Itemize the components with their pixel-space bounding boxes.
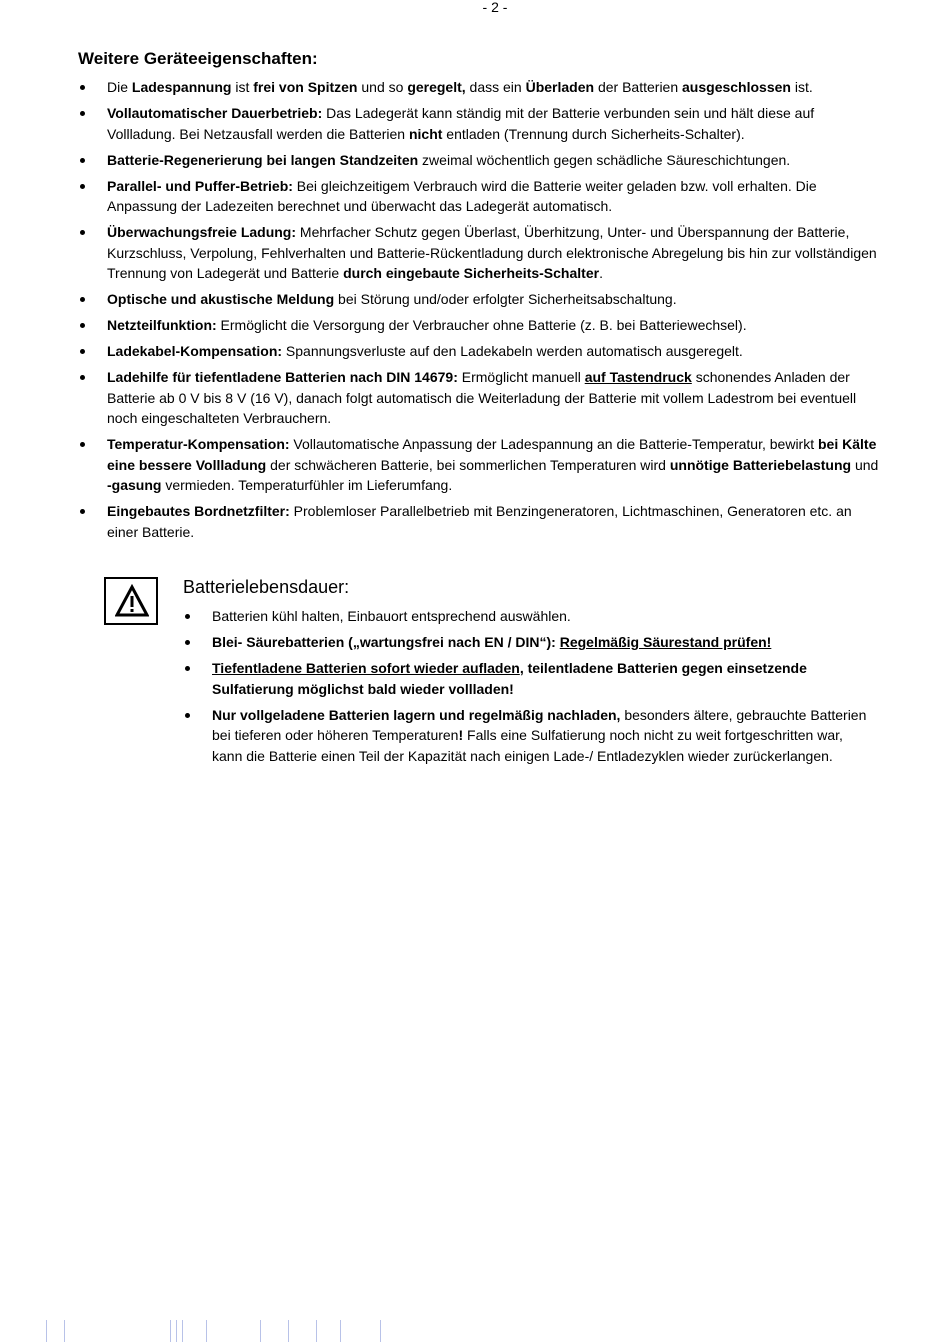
text-run: Ladekabel-Kompensation: — [107, 343, 283, 359]
text-run: bei Störung und/oder erfolgter Sicherheitsabschaltung. — [334, 291, 677, 307]
text-run: Ladehilfe für tiefentladene Batterien nach DIN 14679: — [107, 369, 458, 385]
warning-triangle-graphic — [115, 584, 149, 618]
text-run: nicht — [408, 125, 443, 142]
feature-item — [78, 77, 883, 98]
feature-item — [78, 222, 883, 284]
text-run: Bei gleichzeitigem Verbrauch wird die Batterie weiter geladen bzw. voll erhalten. Die Anpassung der Ladezeiten berechnet und überwacht das Ladegerät automatisch. — [107, 177, 817, 214]
text-run: Überladen — [525, 79, 595, 95]
feature-item — [78, 176, 883, 217]
battery-life-item — [183, 632, 873, 653]
text-run: der schwächeren Batterie, bei sommerlichen Temperaturen wird — [266, 456, 670, 473]
battery-life-item — [183, 606, 873, 627]
text-run: Vollautomatische Anpassung der Ladespannung an die Batterie-Temperatur, bewirkt — [289, 436, 818, 452]
text-run: schonendes Anladen der Batterie ab 0 V bis 8 V (16 V), danach folgt automatisch die Weiterladung der Batterie mit vollem Ladestrom bei eventuell noch eingeschalteten Verbrauchern. — [107, 369, 857, 426]
text-run: entladen (Trennung durch Sicherheits-Schalter). — [442, 125, 745, 142]
feature-item — [78, 289, 883, 310]
text-run: zweimal wöchentlich gegen schädliche Säureschichtungen. — [418, 151, 791, 168]
text-run: Batterie-Regenerierung bei langen Standzeiten — [107, 151, 419, 168]
text-run: . — [599, 265, 603, 281]
text-run: Überwachungsfreie Ladung: — [107, 224, 297, 240]
text-run: ! — [458, 727, 464, 743]
text-run: vermieden. Temperaturfühler im Lieferumfang. — [161, 477, 453, 493]
feature-item — [78, 150, 883, 171]
feature-item — [78, 367, 883, 429]
text-run: ist — [231, 79, 254, 95]
text-run: Regelmäßig Säurestand prüfen! — [559, 634, 772, 650]
text-run: Netzteilfunktion: — [107, 317, 217, 333]
text-run: Nur vollgeladene Batterien lagern und regelmäßig nachladen, — [212, 706, 621, 723]
feature-item — [78, 103, 883, 144]
text-run: durch eingebaute Sicherheits-Schalter — [343, 265, 600, 281]
text-run: Falls eine Sulfatierung noch nicht zu weit fortgeschritten war, kann die Batterie einen Teil der Kapazität nach einigen Lade-/ Entladezyklen wieder zurückerlangen. — [212, 727, 843, 764]
text-run: besonders ältere, gebrauchte Batterien bei tieferen oder höheren Temperaturen — [212, 706, 867, 743]
section-title: Weitere Geräteeigenschaften: — [78, 49, 318, 68]
text-run: und so — [357, 79, 408, 95]
feature-list — [78, 77, 883, 548]
text-run: geregelt, — [407, 79, 466, 95]
feature-item — [78, 434, 883, 496]
text-run: Das Ladegerät kann ständig mit der Batterie verbunden sein und hält diese auf Vollladung. Bei Netzausfall werden die Batterien — [107, 105, 815, 142]
text-run: Vollautomatischer Dauerbetrieb: — [107, 105, 323, 121]
text-run: und — [851, 456, 879, 473]
text-run: auf Tastendruck — [584, 369, 692, 385]
feature-item — [78, 341, 883, 362]
text-run: Tiefentladene Batterien sofort wieder aufladen — [212, 660, 520, 676]
text-run: , teilentladene Batterien gegen einsetzende Sulfatierung möglichst bald wieder vollladen! — [212, 660, 807, 697]
feature-item — [78, 501, 883, 542]
text-run: Blei- Säurebatterien („wartungsfrei nach EN / DIN“): — [212, 634, 560, 650]
text-run: unnötige Batteriebelastung — [669, 456, 852, 473]
text-run: Parallel- und Puffer-Betrieb: — [107, 177, 293, 194]
battery-life-item — [183, 658, 873, 699]
text-run: Temperatur-Kompensation: — [107, 436, 290, 452]
text-run: -gasung — [107, 477, 162, 493]
feature-item — [78, 315, 883, 336]
text-run: ausgeschlossen — [682, 79, 791, 95]
text-run: Ladespannung — [131, 79, 232, 95]
text-run: Batterien kühl halten, Einbauort entsprechend auswählen. — [212, 608, 571, 624]
text-run: Mehrfacher Schutz gegen Überlast, Überhitzung, Unter- und Überspannung der Batterie, Kurzschluss, Verpolung, Fehlverhalten und Batterie-Rückentladung durch elektronische Abregelung bis hin zur vollständigen Trennung von Ladegerät und Batterie — [107, 224, 877, 281]
text-run: ist. — [790, 79, 813, 95]
text-run: Eingebautes Bordnetzfilter: — [107, 503, 290, 519]
text-run: Ermöglicht die Versorgung der Verbraucher ohne Batterie (z. B. bei Batteriewechsel). — [216, 317, 747, 333]
scan-artifact-marks — [40, 1320, 440, 1342]
text-run: Ermöglicht manuell — [457, 369, 585, 385]
text-run: der Batterien — [594, 79, 683, 95]
text-run: Spannungsverluste auf den Ladekabeln werden automatisch ausgeregelt. — [282, 343, 743, 359]
warning-triangle-icon — [104, 577, 158, 625]
text-run: Problemloser Parallelbetrieb mit Benzingeneratoren, Lichtmaschinen, Generatoren etc. an einer Batterie. — [107, 503, 852, 540]
battery-life-title: Batterielebensdauer: — [183, 577, 350, 597]
page-number: - 2 - — [482, 0, 508, 15]
text-run: Optische und akustische Meldung — [107, 291, 335, 307]
text-run: bei Kälte eine bessere Vollladung — [107, 436, 877, 473]
battery-life-list — [183, 606, 873, 772]
text-run: frei von Spitzen — [253, 79, 358, 95]
text-run: Die — [107, 79, 132, 95]
text-run: dass ein — [465, 79, 526, 95]
battery-life-item — [183, 705, 873, 767]
